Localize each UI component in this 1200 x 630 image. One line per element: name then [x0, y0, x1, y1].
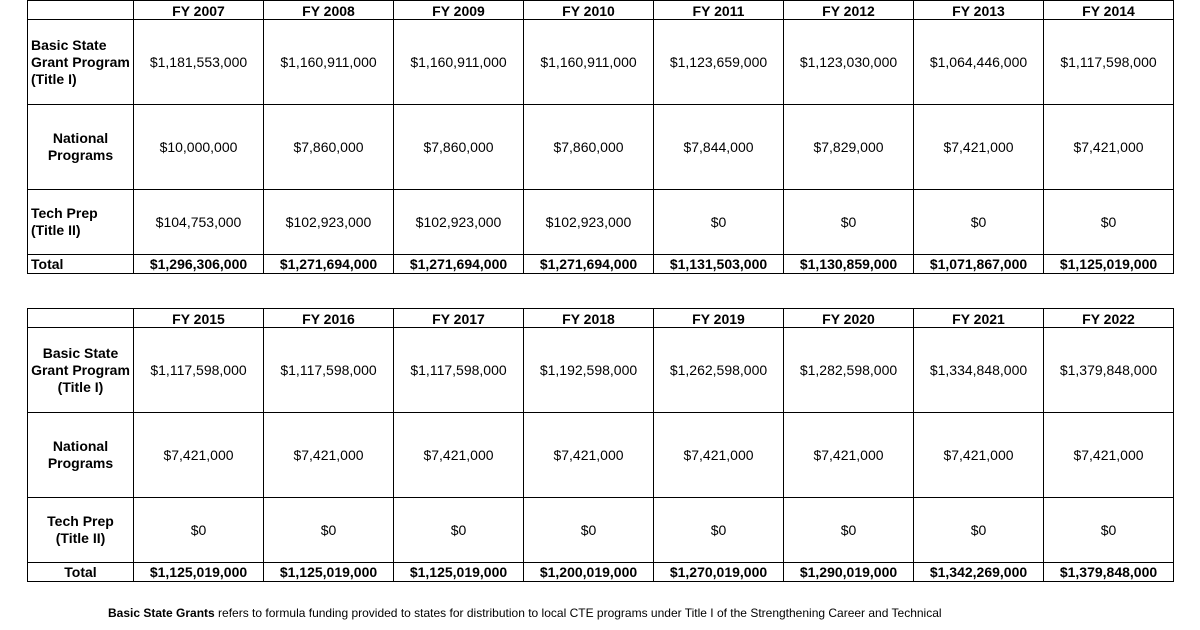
year-header: FY 2010 [524, 1, 654, 20]
table-cell: $1,130,859,000 [784, 255, 914, 274]
table-cell: $1,262,598,000 [654, 328, 784, 413]
table-cell: $7,421,000 [914, 413, 1044, 498]
table-row-national-programs [28, 105, 1174, 190]
table-cell: $1,282,598,000 [784, 328, 914, 413]
table-cell: $102,923,000 [524, 190, 654, 255]
row-label: Total [28, 563, 134, 582]
table-cell: $7,421,000 [1044, 413, 1174, 498]
table-cell: $1,271,694,000 [524, 255, 654, 274]
table-cell: $7,860,000 [264, 105, 394, 190]
year-header: FY 2007 [134, 1, 264, 20]
table-cell: $1,071,867,000 [914, 255, 1044, 274]
table-cell: $7,421,000 [1044, 105, 1174, 190]
year-header: FY 2017 [394, 309, 524, 328]
table-cell: $0 [784, 190, 914, 255]
table-cell: $102,923,000 [394, 190, 524, 255]
table-cell: $1,160,911,000 [524, 20, 654, 105]
table-cell: $1,379,848,000 [1044, 328, 1174, 413]
table-cell: $7,860,000 [524, 105, 654, 190]
footnote-term: Basic State Grants [108, 606, 215, 620]
row-label: Total [28, 255, 134, 274]
table-cell: $0 [654, 190, 784, 255]
table-cell: $1,181,553,000 [134, 20, 264, 105]
table-cell: $1,125,019,000 [1044, 255, 1174, 274]
table-cell: $7,421,000 [394, 413, 524, 498]
year-header: FY 2011 [654, 1, 784, 20]
table-cell: $1,117,598,000 [1044, 20, 1174, 105]
table-cell: $0 [264, 498, 394, 563]
table-row-basic-state-grant [28, 20, 1174, 105]
table-cell: $1,290,019,000 [784, 563, 914, 582]
table-cell: $1,296,306,000 [134, 255, 264, 274]
funding-table-fy2015-2022 [27, 308, 1174, 582]
table-cell: $7,421,000 [134, 413, 264, 498]
table-row-total [28, 255, 1174, 274]
table-cell: $1,064,446,000 [914, 20, 1044, 105]
table-cell: $1,200,019,000 [524, 563, 654, 582]
table-cell: $7,421,000 [654, 413, 784, 498]
year-header: FY 2022 [1044, 309, 1174, 328]
table-cell: $0 [914, 498, 1044, 563]
table-cell: $0 [134, 498, 264, 563]
year-header: FY 2009 [394, 1, 524, 20]
table-cell: $1,379,848,000 [1044, 563, 1174, 582]
year-header: FY 2015 [134, 309, 264, 328]
table-cell: $7,421,000 [524, 413, 654, 498]
table-cell: $1,131,503,000 [654, 255, 784, 274]
table-header-row [28, 309, 1174, 328]
year-header: FY 2019 [654, 309, 784, 328]
table-cell: $1,125,019,000 [134, 563, 264, 582]
year-header: FY 2014 [1044, 1, 1174, 20]
table-cell: $0 [394, 498, 524, 563]
table-cell: $0 [784, 498, 914, 563]
footnote-text: refers to formula funding provided to states for distribution to local CTE programs under Title I of the Strengthening Career and Technical [214, 606, 942, 620]
table-row-tech-prep [28, 190, 1174, 255]
footnote [108, 606, 1188, 621]
year-header: FY 2020 [784, 309, 914, 328]
table-cell: $1,334,848,000 [914, 328, 1044, 413]
table-cell: $1,117,598,000 [264, 328, 394, 413]
table-cell: $1,271,694,000 [264, 255, 394, 274]
table-cell: $1,270,019,000 [654, 563, 784, 582]
table-row-total [28, 563, 1174, 582]
table-cell: $10,000,000 [134, 105, 264, 190]
table-row-basic-state-grant [28, 328, 1174, 413]
table-cell: $0 [1044, 190, 1174, 255]
table-cell: $7,421,000 [784, 413, 914, 498]
row-label: Tech Prep (Title II) [28, 190, 134, 255]
table-cell: $1,160,911,000 [394, 20, 524, 105]
table-cell: $1,160,911,000 [264, 20, 394, 105]
funding-table-fy2007-2014 [27, 0, 1174, 274]
table-row-national-programs [28, 413, 1174, 498]
table-cell: $1,125,019,000 [264, 563, 394, 582]
year-header: FY 2016 [264, 309, 394, 328]
table-cell: $1,271,694,000 [394, 255, 524, 274]
table-header-row [28, 1, 1174, 20]
table-cell: $1,342,269,000 [914, 563, 1044, 582]
year-header: FY 2021 [914, 309, 1044, 328]
table-cell: $7,860,000 [394, 105, 524, 190]
table-cell: $7,421,000 [914, 105, 1044, 190]
table-cell: $0 [524, 498, 654, 563]
table-cell: $7,829,000 [784, 105, 914, 190]
table-cell: $104,753,000 [134, 190, 264, 255]
table-cell: $1,117,598,000 [394, 328, 524, 413]
row-label: Basic State Grant Program (Title I) [28, 20, 134, 105]
table-row-tech-prep [28, 498, 1174, 563]
table-cell: $0 [654, 498, 784, 563]
table-cell: $1,192,598,000 [524, 328, 654, 413]
row-label: National Programs [28, 413, 134, 498]
year-header: FY 2018 [524, 309, 654, 328]
table-cell: $102,923,000 [264, 190, 394, 255]
row-label: Basic State Grant Program (Title I) [28, 328, 134, 413]
row-label: Tech Prep (Title II) [28, 498, 134, 563]
table-corner-cell [28, 1, 134, 20]
table-cell: $1,117,598,000 [134, 328, 264, 413]
table-cell: $1,123,030,000 [784, 20, 914, 105]
table-cell: $7,844,000 [654, 105, 784, 190]
year-header: FY 2008 [264, 1, 394, 20]
table-cell: $1,125,019,000 [394, 563, 524, 582]
table-cell: $0 [914, 190, 1044, 255]
table-cell: $0 [1044, 498, 1174, 563]
year-header: FY 2013 [914, 1, 1044, 20]
table-cell: $1,123,659,000 [654, 20, 784, 105]
row-label: National Programs [28, 105, 134, 190]
year-header: FY 2012 [784, 1, 914, 20]
table-corner-cell [28, 309, 134, 328]
table-cell: $7,421,000 [264, 413, 394, 498]
